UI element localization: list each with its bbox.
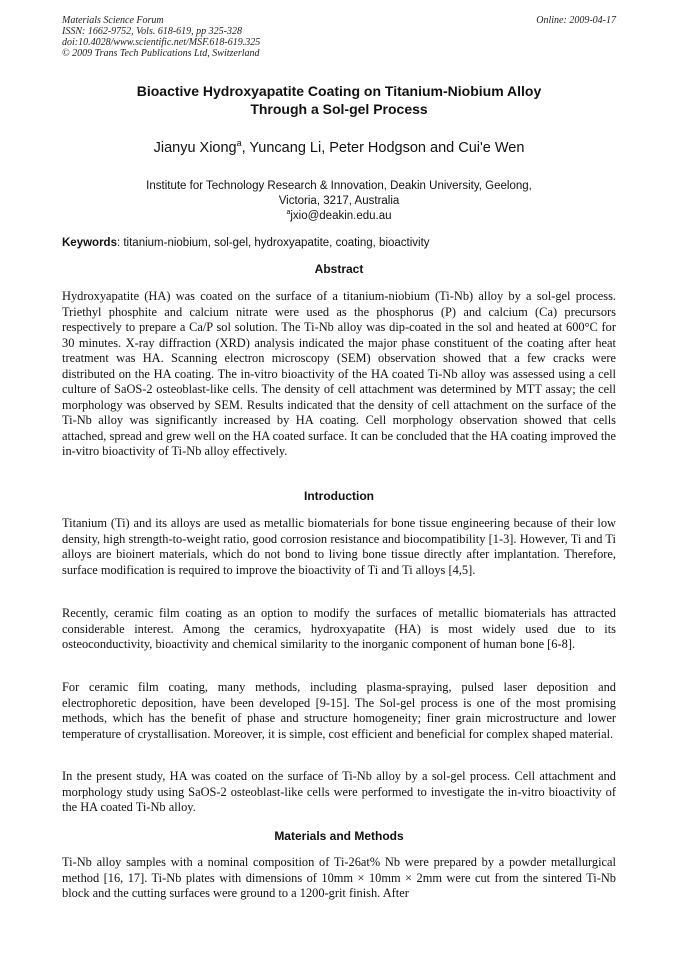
title-line-1: Bioactive Hydroxyapatite Coating on Titanium-Niobium Alloy [136, 83, 542, 99]
abstract-heading: Abstract [314, 262, 364, 276]
first-author: Jianyu Xiong [153, 140, 237, 156]
methods-paragraph: Ti-Nb alloy samples with a nominal composition of Ti-26at% Nb were prepared by a powder metallurgical method [16, 17]. Ti-Nb plates with dimensions of 10mm × 10mm × 2mm were cut from the sintered Ti-Nb block and the cutting surfaces were ground to a 1200-grit finish. After [62, 855, 616, 900]
affiliation-line-1: Institute for Technology Research & Innovation, Deakin University, Geelong, [146, 180, 532, 192]
author-email[interactable]: jxio@deakin.edu.au [290, 210, 392, 222]
author-list [62, 139, 616, 157]
keywords-text: : titanium-niobium, sol-gel, hydroxyapatite, coating, bioactivity [116, 237, 430, 249]
online-date: Online: 2009-04-17 [536, 15, 616, 26]
first-author-sup: a [236, 138, 242, 148]
abstract-paragraph: Hydroxyapatite (HA) was coated on the surface of a titanium-niobium (Ti-Nb) alloy by a sol-gel process. Triethyl phosphite and calcium nitrate were used as the phosphorus (P) and calcium (Ca) precursors respectively to prepare a Ca/P sol solution. The Ti-Nb alloy was dip-coated in the sol and heated at 600°C for 30 minutes. X-ray diffraction (XRD) analysis indicated the major phase constituent of the coating after heat treatment was HA. Scanning electron microscopy (SEM) observation showed that a few cracks were distributed on the HA coating. The in-vitro bioactivity of the HA coated Ti-Nb alloy was assessed using a cell culture of SaOS-2 osteoblast-like cells. The density of cell attachment was determined by MTT assay; the cell morphology was observed by SEM. Results indicated that the density of cell attachment on the surface of the Ti-Nb alloy was significantly increased by HA coating. Cell morphology observation showed that cells attached, spread and grew well on the HA coated surface. It can be concluded that the HA coating improved the in-vitro bioactivity of Ti-Nb alloy effectively. [62, 289, 616, 458]
email-line [62, 209, 616, 224]
issn-line: ISSN: 1662-9752, Vols. 618-619, pp 325-328 [62, 26, 242, 37]
journal-name: Materials Science Forum [62, 15, 164, 26]
methods-heading: Materials and Methods [274, 829, 404, 843]
other-authors: , Yuncang Li, Peter Hodgson and Cui'e Wen [241, 140, 525, 156]
doi-line: doi:10.4028/www.scientific.net/MSF.618-619.325 [62, 37, 261, 48]
affiliation-line-2: Victoria, 3217, Australia [278, 195, 400, 207]
email-sup: a [286, 209, 291, 216]
intro-paragraph-4: In the present study, HA was coated on the surface of Ti-Nb alloy by a sol-gel process. Cell attachment and morphology study using SaOS-2 osteoblast-like cells were performed to investigate the in-vitro bioactivity of the HA coated Ti-Nb alloy. [62, 769, 616, 814]
affiliation [62, 179, 616, 224]
keywords [62, 236, 616, 251]
intro-paragraph-1: Titanium (Ti) and its alloys are used as metallic biomaterials for bone tissue engineering because of their low density, high strength-to-weight ratio, good corrosion resistance and biocompatibility [1-3]. However, Ti and Ti alloys are bioinert materials, which do not bond to living bone tissue directly after implantation. Therefore, surface modification is required to improve the bioactivity of Ti and Ti alloys [4,5]. [62, 516, 616, 577]
keywords-label: Keywords [62, 237, 117, 249]
journal-header [62, 15, 382, 59]
title-line-2: Through a Sol-gel Process [250, 101, 428, 117]
intro-paragraph-2: Recently, ceramic film coating as an option to modify the surfaces of metallic biomaterials has attracted considerable interest. Among the ceramics, hydroxyapatite (HA) is most widely used due to its osteoconductivity, bioactivity and chemical similarity to the inorganic component of human bone [6-8]. [62, 606, 616, 651]
intro-paragraph-3: For ceramic film coating, many methods, including plasma-spraying, pulsed laser deposition and electrophoretic deposition, have been developed [9-15]. The Sol-gel process is one of the most promising methods, which has the benefit of phase and structure homogeneity; finer grain microstructure and lower temperature of crystallisation. Moreover, it is simple, cost efficient and beneficial for complex shaped material. [62, 680, 616, 741]
introduction-heading: Introduction [304, 489, 374, 503]
copyright-line: © 2009 Trans Tech Publications Ltd, Switzerland [62, 48, 260, 59]
paper-title [62, 82, 616, 118]
